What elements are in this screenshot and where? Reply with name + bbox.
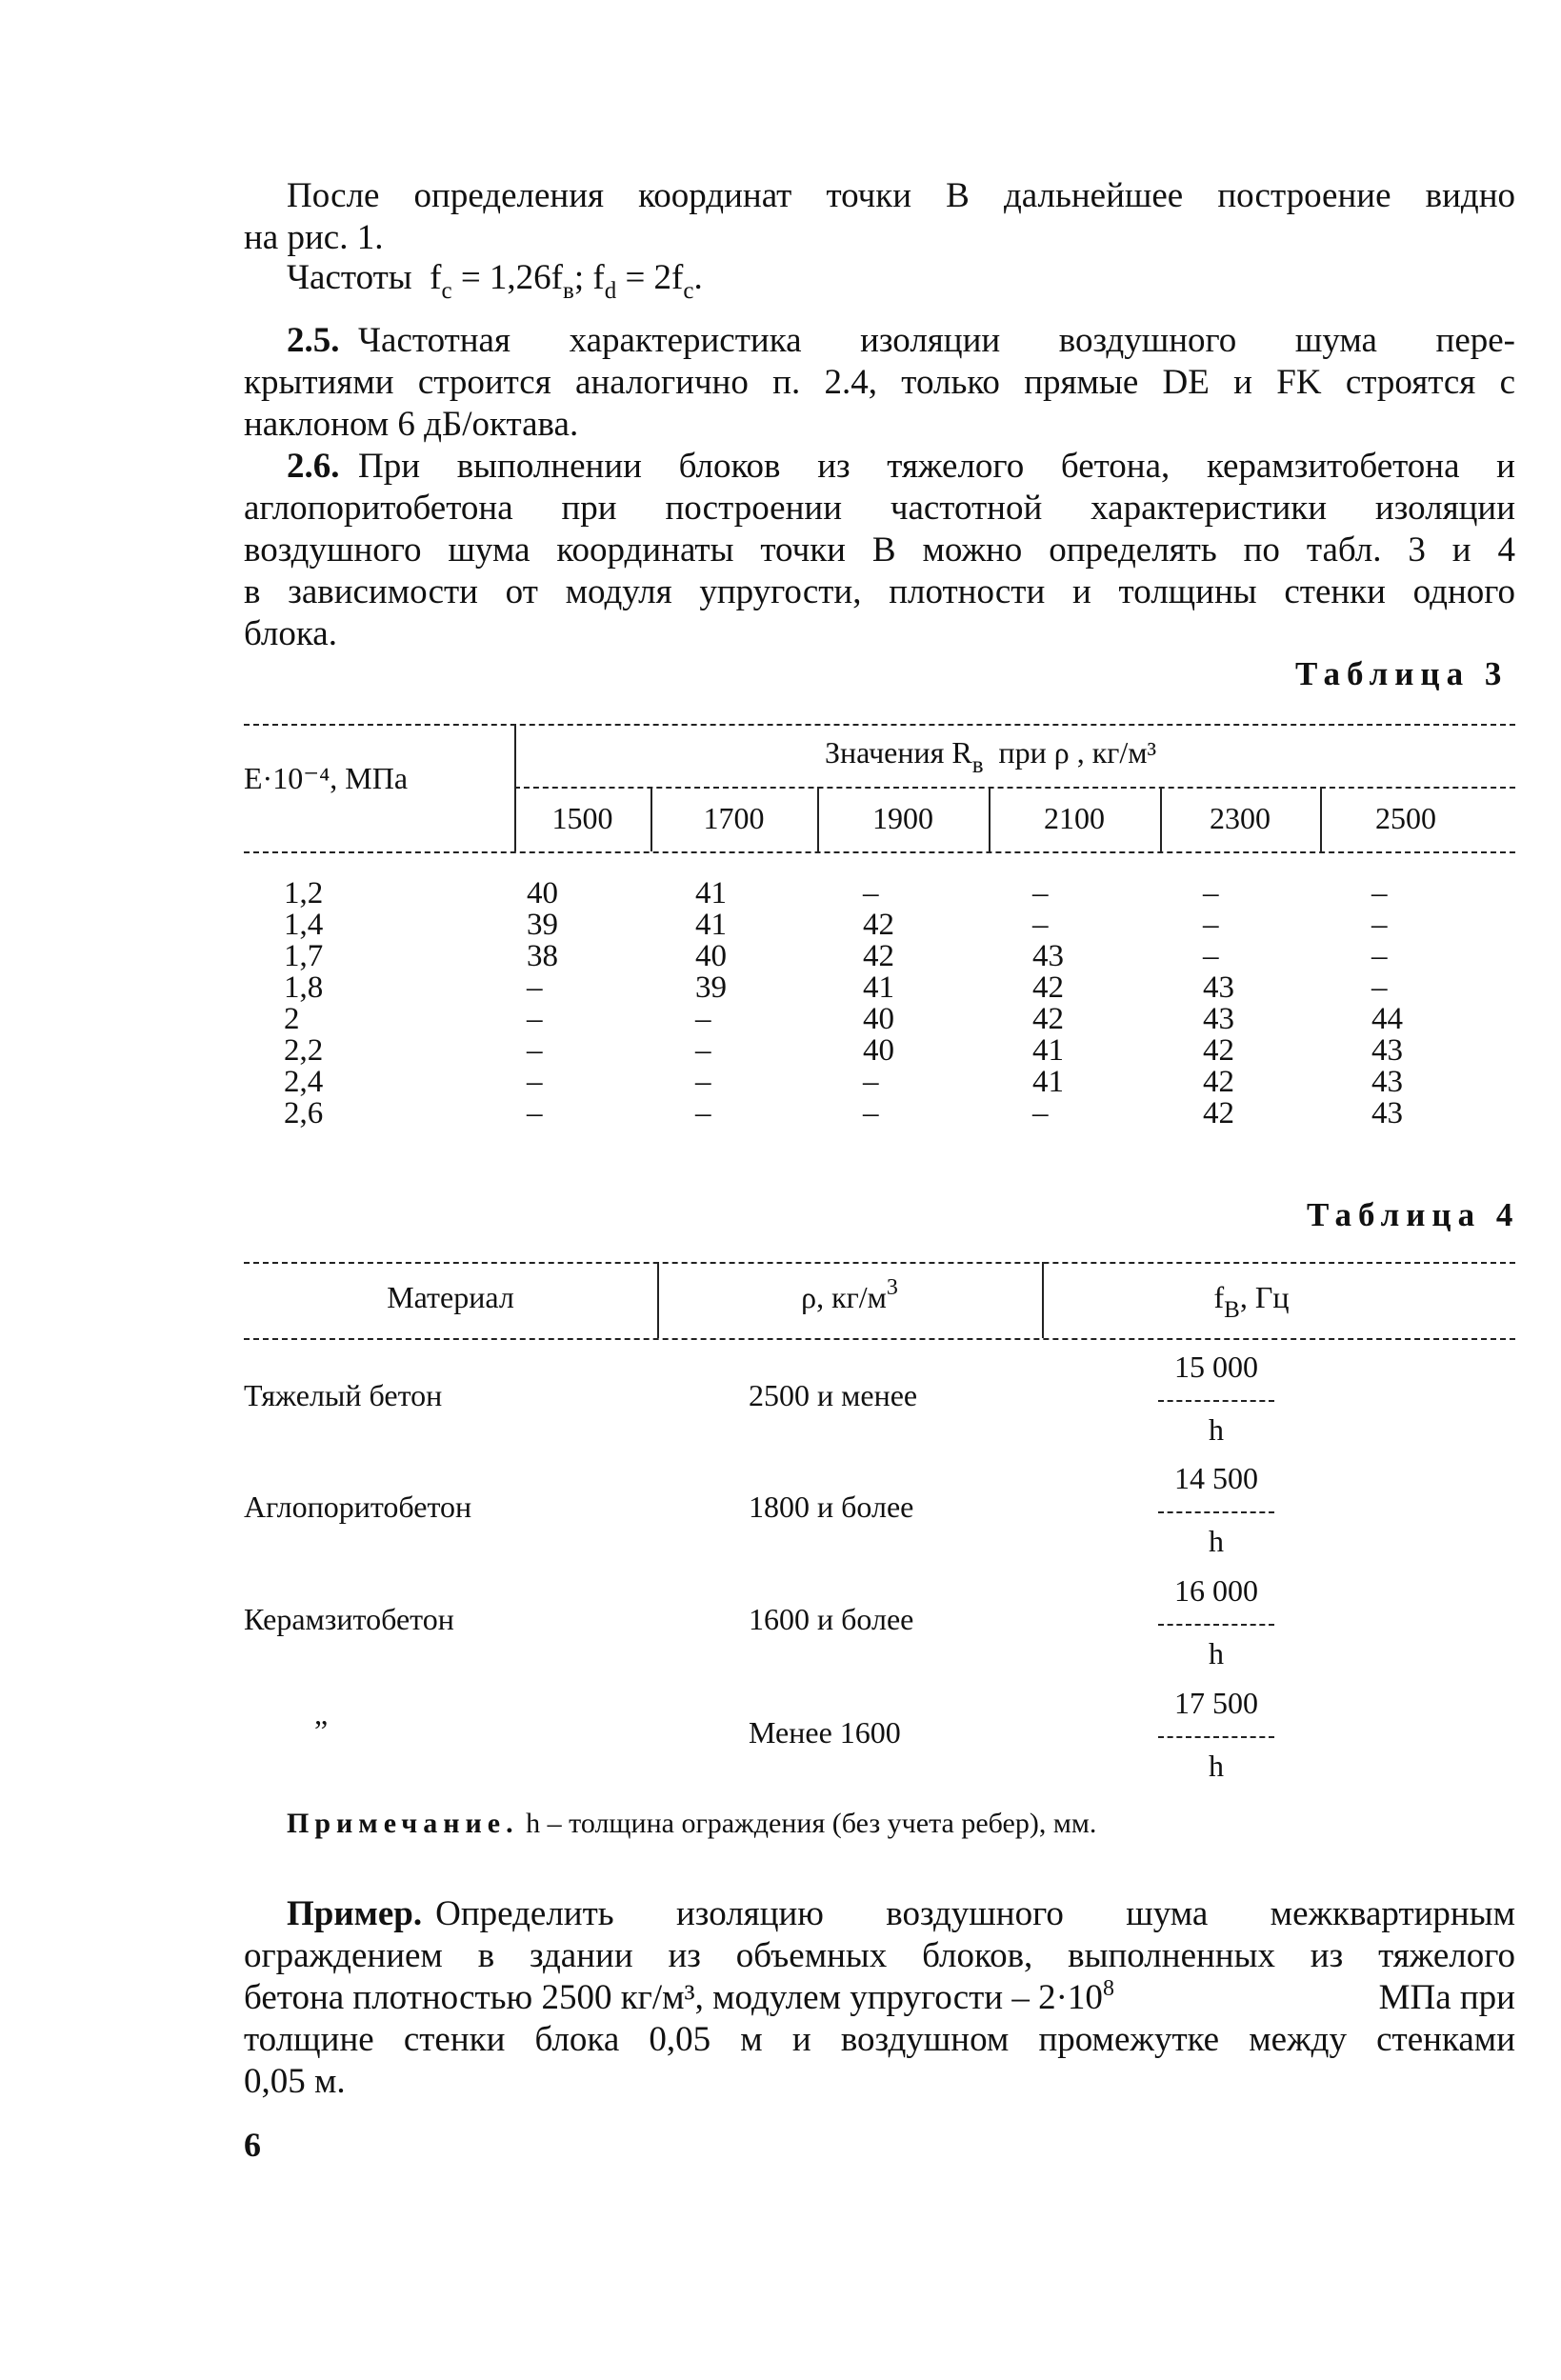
table-cell: 42 [1203, 1033, 1234, 1068]
table-cell: 43 [1203, 1002, 1234, 1036]
table-cell: – [863, 1065, 879, 1099]
table-cell: 41 [695, 908, 727, 942]
fraction-numerator: 17 500 [1174, 1686, 1258, 1720]
table-row-e: 1,4 [284, 908, 324, 942]
column-header-material: Материал [387, 1280, 514, 1314]
table-cell: – [527, 1065, 543, 1099]
column-header-frequency: $f_В$, Гц [1213, 1280, 1290, 1323]
paragraph-line: наклоном 6 дБ/октава. [244, 405, 579, 444]
table-cell: 41 [1032, 1033, 1064, 1068]
density-header: 2500 [1375, 801, 1436, 835]
table-cell: – [527, 970, 543, 1005]
fraction-bar [1158, 1624, 1274, 1626]
fraction-bar [1158, 1400, 1274, 1402]
paragraph-line: Частотная характеристика изоляции воздушного шума пере- [358, 321, 1515, 360]
table-cell: – [1371, 970, 1388, 1005]
table-cell: – [1203, 908, 1219, 942]
table-cell: – [1203, 876, 1219, 910]
table-row-e: 2 [284, 1002, 300, 1036]
paragraph-line: блока. [244, 614, 337, 653]
example-line: бетона плотностью 2500 кг/м³, модулем упругости – $2\cdot 10^8$ МПа при [244, 1976, 1515, 2017]
table4-caption: Таблица 4 [1307, 1196, 1520, 1233]
density-cell: 2500 и менее [749, 1378, 918, 1412]
table-cell: 42 [863, 908, 894, 942]
table-cell: 40 [863, 1002, 894, 1036]
table-cell: 43 [1371, 1065, 1403, 1099]
density-cell: 1800 и более [749, 1490, 914, 1524]
group-header: Значения $R_в$ при ρ , кг/м³ [825, 735, 1157, 778]
table-rule [244, 851, 1515, 853]
table-cell: 38 [527, 939, 558, 973]
paragraph-line: аглопоритобетона при построении частотной характеристики изоляции [244, 489, 1515, 528]
table-row-e: 2,2 [284, 1033, 324, 1068]
material-cell: Аглопоритобетон [244, 1490, 472, 1524]
table-cell: – [1371, 908, 1388, 942]
table-cell: – [863, 876, 879, 910]
page-number: 6 [244, 2126, 261, 2164]
table-rule [244, 1262, 1515, 1264]
table-row-e: 1,8 [284, 970, 324, 1005]
section-number: 2.6. [287, 447, 340, 486]
fraction-numerator: 15 000 [1174, 1350, 1258, 1384]
table-cell: – [863, 1096, 879, 1130]
fraction-bar [1158, 1511, 1274, 1513]
paragraph-line: При выполнении блоков из тяжелого бетона, керамзитобетона и [358, 447, 1515, 486]
paragraph-line: воздушного шума координаты точки В можно определять по табл. 3 и 4 [244, 530, 1515, 570]
table-cell: – [1371, 939, 1388, 973]
density-cell: 1600 и более [749, 1602, 914, 1636]
table-row-e: 2,6 [284, 1096, 324, 1130]
density-header: 1500 [551, 801, 613, 835]
table-rule [514, 787, 1515, 789]
example-line: толщине стенки блока 0,05 м и воздушном промежутке между стенками [244, 2020, 1515, 2059]
table-cell: 41 [695, 876, 727, 910]
table-rule [244, 1338, 1515, 1340]
table-cell: 41 [1032, 1065, 1064, 1099]
fraction-denominator: h [1209, 1412, 1224, 1447]
table-cell: 42 [1203, 1065, 1234, 1099]
material-cell: Тяжелый бетон [244, 1378, 443, 1412]
table-row-e: 1,7 [284, 939, 324, 973]
example-line: Пример. Определить изоляцию воздушного шума межквартирным [287, 1894, 1515, 1933]
fraction-numerator: 16 000 [1174, 1573, 1258, 1608]
table-cell: 42 [1032, 970, 1064, 1005]
table-cell: 42 [1203, 1096, 1234, 1130]
density-header: 1900 [872, 801, 933, 835]
column-header-e: E·10⁻⁴, МПа [244, 761, 409, 795]
example-line: 0,05 м. [244, 2062, 346, 2101]
ditto-mark: ” [314, 1713, 329, 1748]
fraction-denominator: h [1209, 1524, 1224, 1558]
table-cell: 44 [1371, 1002, 1403, 1036]
table-cell: – [695, 1096, 711, 1130]
table-cell: – [1032, 908, 1049, 942]
frequency-formula: Частоты $f_c = 1,26f_в$; $f_d = 2f_c$. [287, 258, 703, 304]
table-cell: 40 [863, 1033, 894, 1068]
table-cell: 42 [863, 939, 894, 973]
material-cell: Керамзитобетон [244, 1602, 454, 1636]
table-cell: – [1371, 876, 1388, 910]
table-cell: – [1032, 876, 1049, 910]
density-header: 2300 [1210, 801, 1271, 835]
table-cell: – [527, 1002, 543, 1036]
density-header: 1700 [703, 801, 765, 835]
fraction-numerator: 14 500 [1174, 1461, 1258, 1495]
example-line: ограждением в здании из объемных блоков, выполненных из тяжелого [244, 1936, 1515, 1975]
table-note: Примечание. h – толщина ограждения (без учета ребер), мм. [287, 1808, 1097, 1839]
section-number: 2.5. [287, 321, 340, 360]
table-cell: – [695, 1065, 711, 1099]
table-cell: – [695, 1033, 711, 1068]
table-cell: 43 [1371, 1033, 1403, 1068]
density-cell: Менее 1600 [749, 1715, 901, 1750]
table-cell: – [527, 1096, 543, 1130]
table-cell: 43 [1371, 1096, 1403, 1130]
table-cell: – [527, 1033, 543, 1068]
table-cell: – [1203, 939, 1219, 973]
table-cell: 43 [1032, 939, 1064, 973]
fraction-bar [1158, 1736, 1274, 1738]
table-cell: 40 [695, 939, 727, 973]
paragraph-line: на рис. 1. [244, 218, 384, 257]
table-cell: 41 [863, 970, 894, 1005]
table-cell: 43 [1203, 970, 1234, 1005]
table-cell: – [695, 1002, 711, 1036]
paragraph-line: После определения координат точки В дальнейшее построение видно [287, 176, 1515, 215]
table-row-e: 1,2 [284, 876, 324, 910]
table-rule [244, 724, 1515, 726]
table-cell: 39 [695, 970, 727, 1005]
column-header-density: ρ, $кг/м^3$ [801, 1275, 898, 1314]
table-cell: 39 [527, 908, 558, 942]
table-cell: – [1032, 1096, 1049, 1130]
table-cell: 40 [527, 876, 558, 910]
density-header: 2100 [1044, 801, 1105, 835]
fraction-denominator: h [1209, 1636, 1224, 1670]
table3-caption: Таблица 3 [1295, 655, 1509, 692]
table-row-e: 2,4 [284, 1065, 324, 1099]
fraction-denominator: h [1209, 1749, 1224, 1783]
paragraph-line: крытиями строится аналогично п. 2.4, только прямые DE и FK строятся с [244, 363, 1515, 402]
table-cell: 42 [1032, 1002, 1064, 1036]
paragraph-line: в зависимости от модуля упругости, плотности и толщины стенки одного [244, 572, 1515, 611]
